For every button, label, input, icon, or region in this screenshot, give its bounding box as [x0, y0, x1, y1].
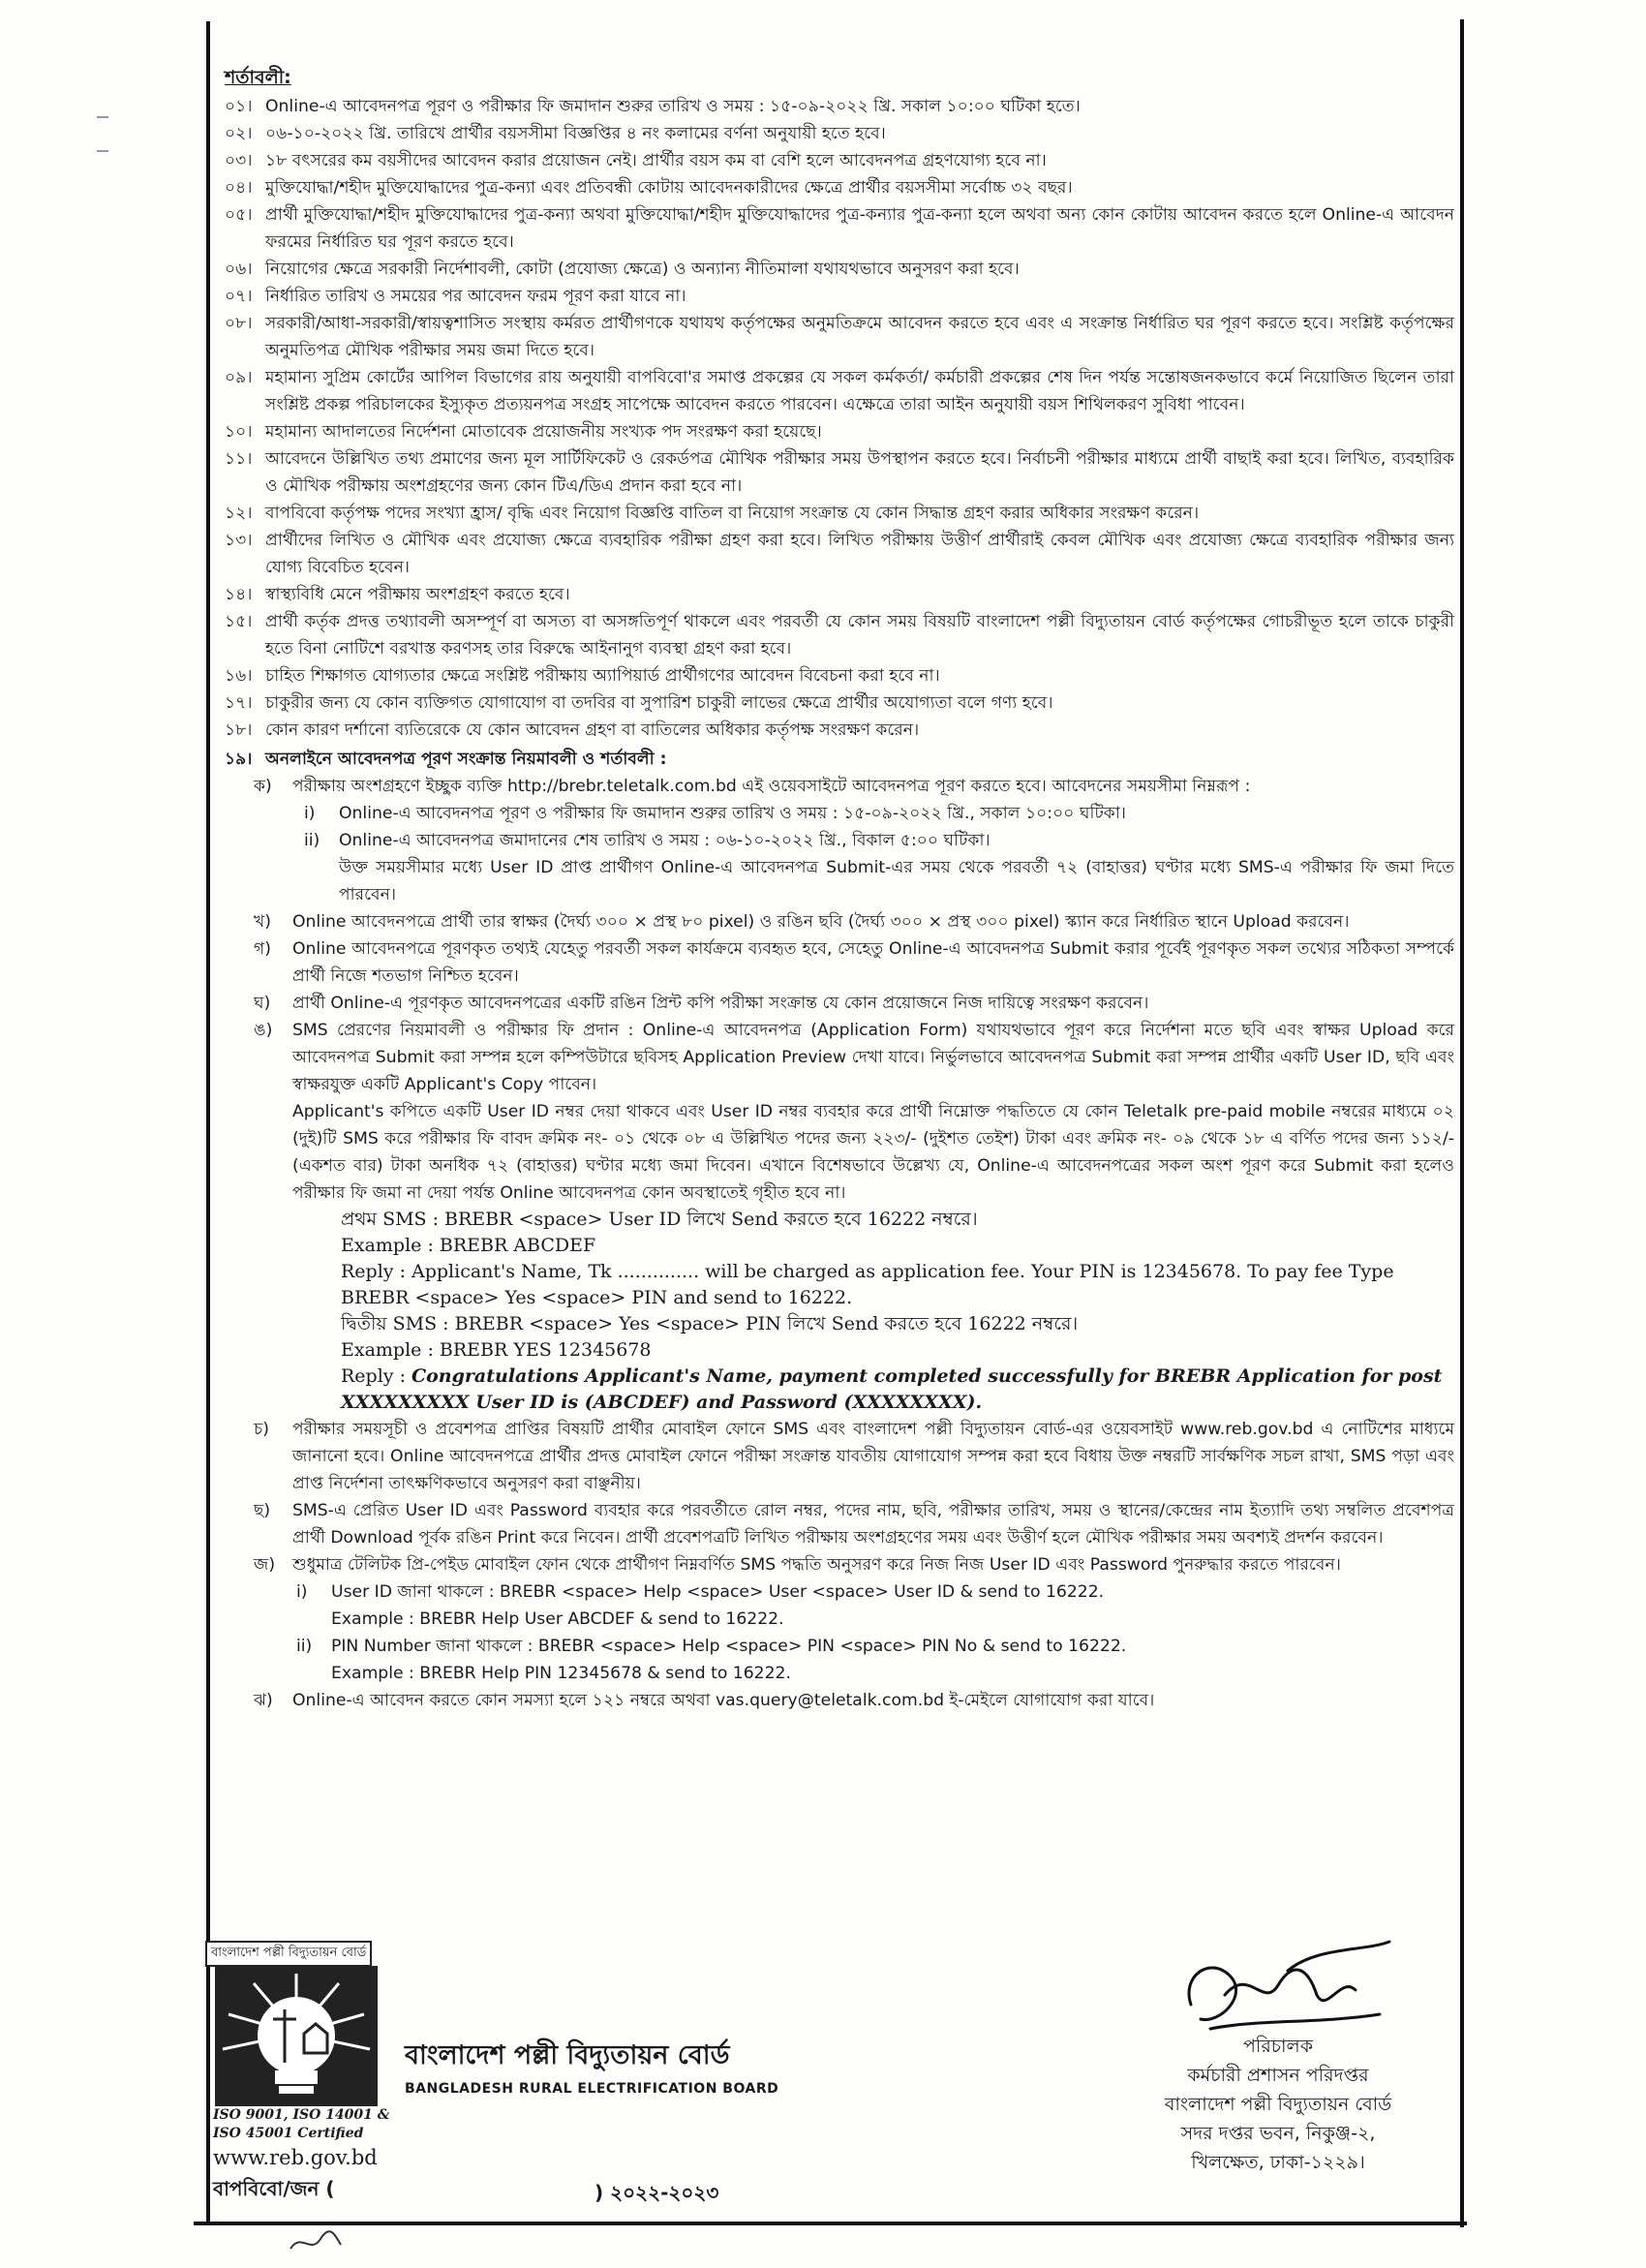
reference-year: ) ২০২২-২০২৩ [594, 2181, 719, 2204]
term-item [225, 717, 1454, 744]
uma-para-1: SMS প্রেরণের নিয়মাবলী ও পরীক্ষার ফি প্রদান : Online-এ আবেদনপত্র (Application Form) যথাযথভাবে পূরণ করে নির্দেশনা মতে ছবি এবং স্বাক্ষর Upload করে আবেদনপত্র Submit করা সম্পন্ন হলে কম্পিউটারে ছবিসহ Application Preview দেখা যাবে। নির্ভুলভাবে আবেদনপত্র Submit করা সম্পন্ন প্রার্থীর একটি User ID, ছবি এবং স্বাক্ষরযুক্ত একটি Applicant's Copy পাবেন। [292, 1021, 1454, 1094]
term-item [225, 310, 1454, 364]
item-text: নিয়োগের ক্ষেত্রে সরকারী নির্দেশাবলী, কোটা (প্রযোজ্য ক্ষেত্রে) ও অন্যান্য নীতিমালা যথাযথভাবে অনুসরণ করা হবে। [265, 260, 1020, 279]
reb-logo-icon [215, 1966, 378, 2106]
online-item-chha: ছ) SMS-এ প্রেরিত User ID এবং Password ব্যবহার করে পরবর্তীতে রোল নম্বর, পদের নাম, ছবি, পরীক্ষার তারিখ, সময় ও স্থানের/কেন্দ্রের নাম ইত্যাদি তথ্য সম্বলিত প্রবেশপত্র প্রার্থী Download পূর্বক রঙিন Print করে নিবেন। প্রার্থী প্রবেশপত্রটি লিখিত পরীক্ষায় অংশগ্রহণের সময় এবং উত্তীর্ণ হলে মৌখিক পরীক্ষার সময় অবশ্যই প্রদর্শন করবেন। [254, 1501, 1454, 1548]
item-text: স্বাস্থ্যবিধি মেনে পরীক্ষায় অংশগ্রহণ করতে হবে। [265, 585, 570, 604]
item-number: ০৩। [225, 151, 253, 170]
sms-second-reply: Reply : Congratulations Applicant's Name, payment completed successfully for BREBR Application for post XXXXXXXXX User ID is (ABCDEF) and Password (XXXXXXXX). [341, 1365, 1443, 1413]
term-item [225, 201, 1454, 256]
item-number: ১১। [225, 449, 253, 469]
term-item [225, 120, 1454, 147]
online-item-kha: খ) Online আবেদনপত্রে প্রার্থী তার স্বাক্ষর (দৈর্ঘ্য ৩০০ × প্রস্থ ৮০ pixel) ও রঙিন ছবি (দৈর্ঘ্য ৩০০ × প্রস্থ ৩০০ pixel) স্ক্যান করে নির্ধারিত স্থানে Upload করবেন। [254, 912, 1350, 932]
item-number: ০১। [225, 97, 253, 116]
terms-content [225, 64, 1454, 1714]
term-item [225, 581, 1454, 608]
term-item [225, 364, 1454, 418]
item-number: ১৪। [225, 585, 253, 604]
term-item [225, 93, 1454, 120]
item-number: ১৭। [225, 693, 253, 713]
margin-mark [97, 116, 108, 118]
item-text: ০৬-১০-২০২২ খ্রি. তারিখে প্রার্থীর বয়সসীমা বিজ্ঞপ্তির ৪ নং কলামের বর্ণনা অনুযায়ী হতে হবে। [265, 124, 886, 143]
sms-first-reply: Reply : Applicant's Name, Tk .............. will be charged as application fee. Your PIN is 12345678. To pay fee Type BREBR <space> Yes <space> PIN and send to 16222. [341, 1261, 1394, 1308]
item-text: মহামান্য আদালতের নির্দেশনা মোতাবেক প্রয়োজনীয় সংখ্যক পদ সংরক্ষণ করা হয়েছে। [265, 422, 822, 442]
online-item-ka-ii: ii) Online-এ আবেদনপত্র জমাদানের শেষ তারিখ ও সময় : ০৬-১০-২০২২ খ্রি., বিকাল ৫:০০ ঘটিকা। [304, 831, 991, 850]
term-item [225, 500, 1454, 527]
reference-number: বাপবিবো/জন ( [213, 2177, 335, 2200]
sms-second: দ্বিতীয় SMS : BREBR <space> Yes <space> PIN লিখে Send করতে হবে 16222 নম্বরে। [341, 1313, 1079, 1334]
term-item [225, 147, 1454, 174]
signatory-title: পরিচালক [1243, 2036, 1313, 2057]
online-item-ga: গ) Online আবেদনপত্রে পূরণকৃত তথ্যই যেহেতু পরবর্তী সকল কার্যক্রমে ব্যবহৃত হবে, সেহেতু Online-এ আবেদনপত্র Submit করার পূর্বেই পূরণকৃত সকল তথ্যের সঠিকতা সম্পর্কে প্রার্থী নিজে শতভাগ নিশ্চিত হবেন। [254, 939, 1454, 986]
item-number: ১৮। [225, 720, 253, 740]
item-number: ১৯। [225, 750, 253, 769]
item-text: প্রার্থী কর্তৃক প্রদত্ত তথ্যাবলী অসম্পূর্ণ বা অসত্য বা অসঙ্গতিপূর্ণ থাকলে এবং পরবর্তী যে কোন সময় বিষয়টি বাংলাদেশ পল্লী বিদ্যুতায়ন বোর্ড কর্তৃপক্ষের গোচরীভূত হলে তাকে চাকুরী হতে বিনা নোটিশে বরখাস্ত করণসহ তার বিরুদ্ধে আইনানুগ ব্যবস্থা গ্রহণ করা হবে। [265, 612, 1454, 659]
iso-certification: ISO 9001, ISO 14001 & ISO 45001 Certified [213, 2107, 390, 2141]
item-number: ১৩। [225, 531, 253, 550]
online-section-heading [225, 746, 1454, 773]
online-item-gha: ঘ) প্রার্থী Online-এ পূরণকৃত আবেদনপত্রের একটি রঙিন প্রিন্ট কপি পরীক্ষা সংক্রান্ত যে কোন প্রয়োজনে নিজ দায়িত্বে সংরক্ষণ করবেন। [254, 994, 1149, 1013]
signatory-block: পরিচালক কর্মচারী প্রশাসন পরিদপ্তর বাংলাদেশ পল্লী বিদ্যুতায়ন বোর্ড সদর দপ্তর ভবন, নিকুঞ্জ-২, খিলক্ষেত, ঢাকা-১২২৯। [1133, 2032, 1423, 2177]
left-border [206, 21, 210, 2224]
initial-mark [287, 2227, 345, 2256]
sms-instructions [225, 1207, 1454, 1416]
item-text: চাকুরীর জন্য যে কোন ব্যক্তিগত যোগাযোগ বা তদবির বা সুপারিশ চাকুরী লাভের ক্ষেত্রে প্রার্থীর অযোগ্যতা বলে গণ্য হবে। [265, 693, 1053, 713]
item-number: ০৬। [225, 260, 253, 279]
online-item-uma: ঙ) SMS প্রেরণের নিয়মাবলী ও পরীক্ষার ফি প্রদান : Online-এ আবেদনপত্র (Application Form) যথাযথভাবে পূরণ করে নির্দেশনা মতে ছবি এবং স্বাক্ষর Upload করে আবেদনপত্র Submit করা সম্পন্ন হলে কম্পিউটারে ছবিসহ Application Preview দেখা যাবে। নির্ভুলভাবে আবেদনপত্র Submit করা সম্পন্ন প্রার্থীর একটি User ID, ছবি এবং স্বাক্ষরযুক্ত একটি Applicant's Copy পাবেন। Applicant's কপিতে একটি User ID নম্বর দেয়া থাকবে এবং User ID নম্বর ব্যবহার করে প্রার্থী নিম্নোক্ত পদ্ধতিতে যে কোন Teletalk pre-paid mobile নম্বরের মাধ্যমে ০২ (দুই)টি SMS করে পরীক্ষার ফি বাবদ ক্রমিক নং- ০১ থেকে ০৮ এ উল্লিখিত পদের জন্য ২২৩/- (দুইশত তেইশ) টাকা এবং ক্রমিক নং- ০৯ থেকে ১৮ এ বর্ণিত পদের জন্য ১১২/- (একশত বার) টাকা অনধিক ৭২ (বাহাত্তর) ঘণ্টার মধ্যে জমা দিবেন। এখানে বিশেষভাবে উল্লেখ্য যে, Online-এ আবেদনপত্রের সকল অংশ পূরণ করে Submit করা হলেও পরীক্ষার ফি জমা না দেয়া পর্যন্ত Online আবেদনপত্র কোন অবস্থাতেই গৃহীত হবে না। [254, 1021, 1454, 1203]
item-text: বাপবিবো কর্তৃপক্ষ পদের সংখ্যা হ্রাস/ বৃদ্ধি এবং নিয়োগ বিজ্ঞপ্তি বাতিল বা নিয়োগ সংক্রান্ত যে কোন সিদ্ধান্ত গ্রহণ করার অধিকার সংরক্ষণ করেন। [265, 504, 1200, 523]
item-number: ০২। [225, 124, 253, 143]
online-heading: অনলাইনে আবেদনপত্র পূরণ সংক্রান্ত নিয়মাবলী ও শর্তাবলী : [265, 750, 667, 769]
item-text: নির্ধারিত তারিখ ও সময়ের পর আবেদন ফরম পূরণ করা যাবে না। [265, 287, 686, 306]
item-number: ০৪। [225, 178, 253, 198]
bottom-border [194, 2222, 1467, 2225]
item-text: চাহিত শিক্ষাগত যোগ্যতার ক্ষেত্রে সংশ্লিষ্ট পরীক্ষায় অ্যাপিয়ার্ড প্রার্থীগণের আবেদন বিবেচনা করা হবে না। [265, 666, 940, 686]
item-number: ১৫। [225, 612, 253, 631]
term-item [225, 445, 1454, 500]
online-item-ja-i: i) User ID জানা থাকলে : BREBR <space> Help <space> User <space> User ID & send to 16222. Example : BREBR Help User ABCDEF & send to 16222. [296, 1582, 1105, 1629]
online-item-ja: জ) শুধুমাত্র টেলিটক প্রি-পেইড মোবাইল ফোন থেকে প্রার্থীগণ নিম্নবর্ণিত SMS পদ্ধতি অনুসরণ করে নিজ নিজ User ID এবং Password পুনরুদ্ধার করতে পারবেন। [254, 1555, 1341, 1575]
right-border [1460, 19, 1464, 2227]
term-item [225, 174, 1454, 201]
item-text: সরকারী/আধা-সরকারী/স্বায়ত্বশাসিত সংস্থায় কর্মরত প্রার্থীগণকে যথাযথ কর্তৃপক্ষের অনুমতিক্রমে আবেদন করতে হবে এবং এ সংক্রান্ত নির্ধারিত ঘর পূরণ করতে হবে। সংশ্লিষ্ট কর্তৃপক্ষের অনুমতিপত্র মৌখিক পরীক্ষার সময় জমা দিতে হবে। [265, 314, 1454, 360]
online-item-ka-i: i) Online-এ আবেদনপত্র পূরণ ও পরীক্ষার ফি জমাদান শুরুর তারিখ ও সময় : ১৫-০৯-২০২২ খ্রি., সকাল ১০:০০ ঘটিকা। [304, 804, 1126, 823]
item-text: মহামান্য সুপ্রিম কোর্টের আপিল বিভাগের রায় অনুযায়ী বাপবিবো'র সমাপ্ত প্রকল্পের যে সকল কর্মকর্তা/ কর্মচারী প্রকল্পের শেষ দিন পর্যন্ত সন্তোষজনকভাবে কর্মে নিয়োজিত ছিলেন তারা সংশ্লিষ্ট প্রকল্প পরিচালকের ইস্যুকৃত প্রত্যয়নপত্র সংগ্রহ সাপেক্ষে আবেদন করতে পারবেন। এক্ষেত্রে তারা আইন অনুযায়ী বয়স শিথিলকরণ সুবিধা পাবেন। [265, 368, 1454, 414]
item-text: প্রার্থী মুক্তিযোদ্ধা/শহীদ মুক্তিযোদ্ধাদের পুত্র-কন্যা অথবা মুক্তিযোদ্ধা/শহীদ মুক্তিযোদ্ধাদের পুত্র-কন্যার পুত্র-কন্যা হলে অথবা অন্য কোন কোটায় আবেদন করতে হলে Online-এ আবেদন ফরমের নির্ধারিত ঘর পূরণ করতে হবে। [265, 205, 1454, 252]
sms-first-example: Example : BREBR ABCDEF [341, 1235, 596, 1256]
sms-first: প্রথম SMS : BREBR <space> User ID লিখে Send করতে হবে 16222 নম্বরে। [341, 1209, 978, 1230]
term-item [225, 662, 1454, 690]
terms-list [225, 93, 1454, 744]
margin-mark [97, 150, 108, 152]
item-number: ১২। [225, 504, 253, 523]
term-item [225, 418, 1454, 445]
sms-second-example: Example : BREBR YES 12345678 [341, 1339, 652, 1361]
item-number: ১৬। [225, 666, 253, 686]
item-text: ১৮ বৎসরের কম বয়সীদের আবেদন করার প্রয়োজন নেই। প্রার্থীর বয়স কম বা বেশি হলে আবেদনপত্র গ্রহণযোগ্য হবে না। [265, 151, 1047, 170]
term-item [225, 690, 1454, 717]
logo-tag: বাংলাদেশ পল্লী বিদ্যুতায়ন বোর্ড [205, 1941, 372, 1967]
item-text: প্রার্থীদের লিখিত ও মৌখিক এবং প্রযোজ্য ক্ষেত্রে ব্যবহারিক পরীক্ষা গ্রহণ করা হবে। লিখিত পরীক্ষায় উত্তীর্ণ প্রার্থীরাই কেবল মৌখিক এবং প্রযোজ্য ক্ষেত্রে ব্যবহারিক পরীক্ষার জন্য যোগ্য বিবেচিত হবেন। [265, 531, 1454, 577]
online-item-ka: ক) পরীক্ষায় অংশগ্রহণে ইচ্ছুক ব্যক্তি http://brebr.teletalk.com.bd এই ওয়েবসাইটে আবেদনপত্র পূরণ করতে হবে। আবেদনের সময়সীমা নিম্নরূপ : [254, 777, 1251, 796]
item-number: ০৯। [225, 368, 253, 387]
term-item [225, 527, 1454, 581]
item-number: ০৭। [225, 287, 253, 306]
item-text: কোন কারণ দর্শানো ব্যতিরেকে যে কোন আবেদন গ্রহণ বা বাতিলের অধিকার কর্তৃপক্ষ সংরক্ষণ করেন। [265, 720, 920, 740]
org-name-en: BANGLADESH RURAL ELECTRIFICATION BOARD [405, 2081, 779, 2097]
item-number: ০৫। [225, 205, 253, 225]
terms-heading: শর্তাবলী: [225, 67, 291, 88]
term-item [225, 608, 1454, 662]
term-item [225, 283, 1454, 310]
online-item-jha: ঝ) Online-এ আবেদন করতে কোন সমস্যা হলে ১২১ নম্বরে অথবা vas.query@teletalk.com.bd ই-মেইলে যোগাযোগ করা যাবে। [254, 1691, 1155, 1710]
website: www.reb.gov.bd [213, 2146, 378, 2169]
item-number: ০৮। [225, 314, 253, 333]
term-item [225, 256, 1454, 283]
uma-para-2: Applicant's কপিতে একটি User ID নম্বর দেয়া থাকবে এবং User ID নম্বর ব্যবহার করে প্রার্থী নিম্নোক্ত পদ্ধতিতে যে কোন Teletalk pre-paid mobile নম্বরের মাধ্যমে ০২ (দুই)টি SMS করে পরীক্ষার ফি বাবদ ক্রমিক নং- ০১ থেকে ০৮ এ উল্লিখিত পদের জন্য ২২৩/- (দুইশত তেইশ) টাকা এবং ক্রমিক নং- ০৯ থেকে ১৮ এ বর্ণিত পদের জন্য ১১২/- (একশত বার) টাকা অনধিক ৭২ (বাহাত্তর) ঘণ্টার মধ্যে জমা দিবেন। এখানে বিশেষভাবে উল্লেখ্য যে, Online-এ আবেদনপত্রের সকল অংশ পূরণ করে Submit করা হলেও পরীক্ষার ফি জমা না দেয়া পর্যন্ত Online আবেদনপত্র কোন অবস্থাতেই গৃহীত হবে না। [292, 1102, 1454, 1203]
online-item-cha: চ) পরীক্ষার সময়সূচী ও প্রবেশপত্র প্রাপ্তির বিষয়টি প্রার্থীর মোবাইল ফোনে SMS এবং বাংলাদেশ পল্লী বিদ্যুতায়ন বোর্ড-এর ওয়েবসাইট www.reb.gov.bd এ নোটিশের মাধ্যমে জানানো হবে। Online আবেদনপত্রে প্রার্থীর প্রদত্ত মোবাইল ফোনে পরীক্ষা সংক্রান্ত যাবতীয় যোগাযোগ সম্পন্ন করা হবে বিধায় উক্ত নম্বরটি সার্বক্ষণিক সচল রাখা, SMS পড়া এবং প্রাপ্ত নির্দেশনা তাৎক্ষণিকভাবে অনুসরণ করা বাঞ্ছনীয়। [254, 1420, 1454, 1493]
signature [1172, 1937, 1394, 2043]
item-text: Online-এ আবেদনপত্র পূরণ ও পরীক্ষার ফি জমাদান শুরুর তারিখ ও সময় : ১৫-০৯-২০২২ খ্রি. সকাল ১০:০০ ঘটিকা হতে। [265, 97, 1081, 116]
item-text: আবেদনে উল্লিখিত তথ্য প্রমাণের জন্য মূল সার্টিফিকেট ও রেকর্ডপত্র মৌখিক পরীক্ষার সময় উপস্থাপন করতে হবে। নির্বাচনী পরীক্ষার মাধ্যমে প্রার্থী বাছাই করা হবে। লিখিত, ব্যবহারিক ও মৌখিক পরীক্ষায় অংশগ্রহণের জন্য কোন টিএ/ডিএ প্রদান করা হবে না। [265, 449, 1454, 496]
org-name-bn: বাংলাদেশ পল্লী বিদ্যুতায়ন বোর্ড [405, 2040, 730, 2070]
item-text: মুক্তিযোদ্ধা/শহীদ মুক্তিযোদ্ধাদের পুত্র-কন্যা এবং প্রতিবন্ধী কোটায় আবেদনকারীদের ক্ষেত্রে প্রার্থীর বয়সসীমা সর্বোচ্চ ৩২ বছর। [265, 178, 1073, 198]
online-item-ka-note: উক্ত সময়সীমার মধ্যে User ID প্রাপ্ত প্রার্থীগণ Online-এ আবেদনপত্র Submit-এর সময় থেকে পরবর্তী ৭২ (বাহাত্তর) ঘণ্টার মধ্যে SMS-এ পরীক্ষার ফি জমা দিতে পারবেন। [339, 858, 1454, 904]
item-number: ১০। [225, 422, 253, 442]
online-item-ja-ii: ii) PIN Number জানা থাকলে : BREBR <space> Help <space> PIN <space> PIN No & send to 16222. Example : BREBR Help PIN 12345678 & send to 16222. [296, 1637, 1127, 1683]
